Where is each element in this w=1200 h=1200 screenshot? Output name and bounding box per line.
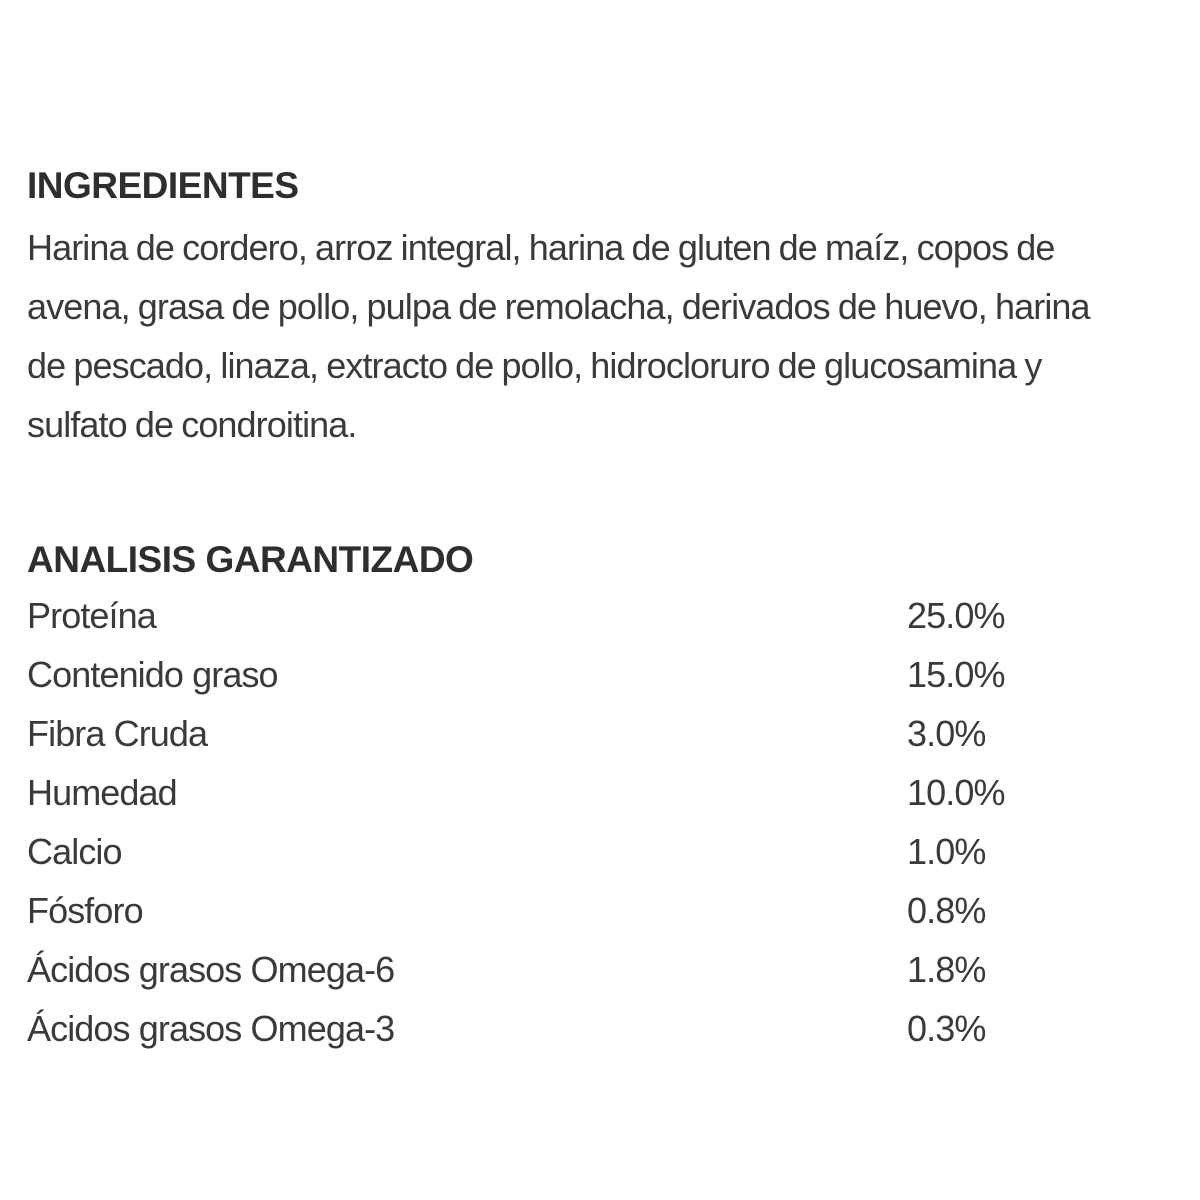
nutrient-value: 15.0%: [907, 654, 1005, 695]
analysis-row-fat: [27, 645, 1005, 704]
nutrient-name: Proteína: [27, 595, 156, 636]
ingredients-title: INGREDIENTES: [27, 165, 299, 206]
nutrient-name: Calcio: [27, 831, 122, 872]
nutrient-name: Humedad: [27, 772, 177, 813]
ingredients-line: de pescado, linaza, extracto de pollo, hidrocloruro de glucosamina y: [27, 345, 1042, 386]
ingredients-section: [27, 160, 1187, 454]
analysis-row-phosphorus: [27, 881, 1005, 940]
nutrient-name: Contenido graso: [27, 654, 278, 695]
analysis-row-protein: [27, 586, 1005, 645]
analysis-row-fiber: [27, 704, 1005, 763]
nutrient-value: 3.0%: [907, 713, 986, 754]
nutrient-value: 1.8%: [907, 949, 986, 990]
analysis-table: [27, 586, 1005, 1058]
ingredients-line: Harina de cordero, arroz integral, harina de gluten de maíz, copos de: [27, 227, 1055, 268]
nutrient-value: 0.8%: [907, 890, 986, 931]
analysis-row-moisture: [27, 763, 1005, 822]
nutrient-value: 10.0%: [907, 772, 1005, 813]
nutrient-name: Fósforo: [27, 890, 143, 931]
nutrient-value: 1.0%: [907, 831, 986, 872]
analysis-row-calcium: [27, 822, 1005, 881]
ingredients-list: [27, 218, 1187, 454]
analysis-row-omega-6: [27, 940, 1005, 999]
nutrient-name: Ácidos grasos Omega-3: [27, 1008, 395, 1049]
nutrient-name: Ácidos grasos Omega-6: [27, 949, 395, 990]
nutrient-value: 25.0%: [907, 595, 1005, 636]
guaranteed-analysis-section: [27, 534, 1187, 1058]
analysis-row-omega-3: [27, 999, 1005, 1058]
ingredients-line: avena, grasa de pollo, pulpa de remolacha, derivados de huevo, harina: [27, 286, 1090, 327]
nutrition-label: [27, 160, 1187, 1058]
ingredients-line: sulfato de condroitina.: [27, 404, 357, 445]
nutrient-name: Fibra Cruda: [27, 713, 208, 754]
nutrient-value: 0.3%: [907, 1008, 986, 1049]
analysis-title: ANALISIS GARANTIZADO: [27, 539, 474, 580]
